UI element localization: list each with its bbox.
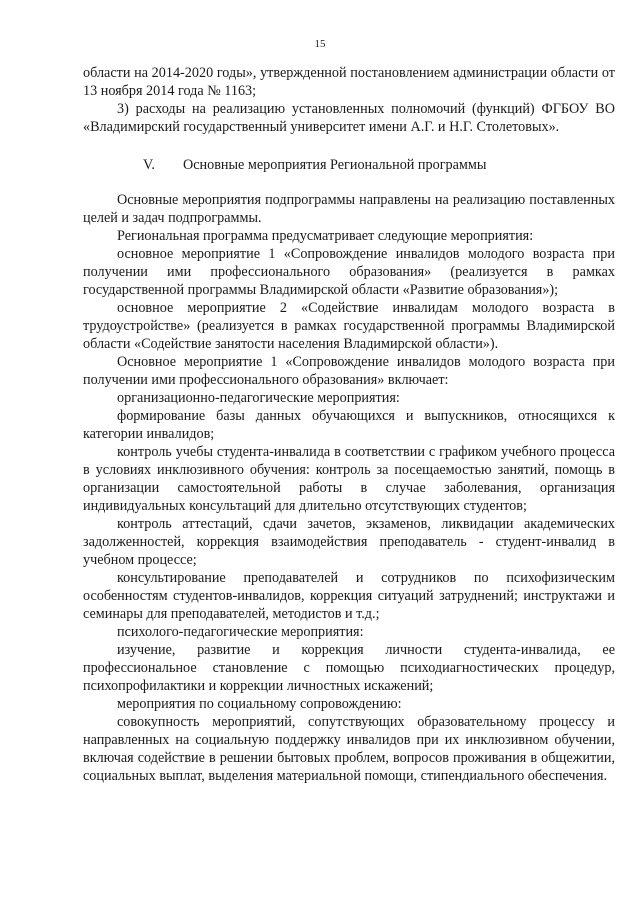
paragraph: Региональная программа предусматривает следующие мероприятия:: [117, 228, 534, 244]
paragraph: организационно-педагогические мероприятия:: [117, 390, 400, 406]
paragraph: совокупность мероприятий, сопутствующих образовательному процессу и направленных на социальную поддержку инвалидов при их инклюзивном обучении, включая содействие в решении бытовых проблем, вопросов проживания в общежитии, социальных выплат, выделения материальной помощи, стипендиального обеспечения.: [83, 714, 615, 784]
paragraph: основное мероприятие 1 «Сопровождение инвалидов молодого возраста при получении ими профессионального образования» (реализуется в рамках государственной программы Владимирской области «Развитие образования»);: [83, 246, 615, 298]
paragraph: психолого-педагогические мероприятия:: [117, 624, 364, 640]
page-number: 15: [314, 38, 326, 50]
paragraph: контроль учебы студента-инвалида в соответствии с графиком учебного процесса в условиях инклюзивного обучения: контроль за посещаемостью занятий, помощь в организации самостоятельной работы в случае заболевания, организация индивидуальных консультаций для длительно отсутствующих студентов;: [83, 444, 615, 514]
section-title: Основные мероприятия Региональной программы: [183, 157, 487, 173]
paragraph: консультирование преподавателей и сотрудников по психофизическим особенностям студентов-инвалидов, коррекция ситуаций затруднений; инструктажи и семинары для преподавателей, методистов и т.д.;: [83, 570, 615, 622]
section-number: V.: [143, 157, 155, 173]
paragraph: формирование базы данных обучающихся и выпускников, относящихся к категории инвалидов;: [83, 408, 615, 442]
paragraph: контроль аттестаций, сдачи зачетов, экзаменов, ликвидации академических задолженностей, коррекция взаимодействия преподаватель - студент-инвалид в учебном процессе;: [83, 516, 615, 568]
paragraph: Основные мероприятия подпрограммы направлены на реализацию поставленных целей и задач подпрограммы.: [83, 192, 615, 226]
paragraph: основное мероприятие 2 «Содействие инвалидам молодого возраста в трудоустройстве» (реализуется в рамках государственной программы Владимирской области «Содействие занятости населения Владимирской области»).: [83, 300, 615, 352]
paragraph: мероприятия по социальному сопровождению:: [117, 696, 402, 712]
paragraph-continuation: области на 2014-2020 годы», утвержденной постановлением администрации области от 13 ноября 2014 года № 1163;: [83, 65, 615, 99]
paragraph: изучение, развитие и коррекция личности студента-инвалида, ее профессиональное становление с помощью психодиагностических процедур, психопрофилактики и коррекции личностных искажений;: [83, 642, 615, 694]
paragraph: Основное мероприятие 1 «Сопровождение инвалидов молодого возраста при получении ими профессионального образования» включает:: [83, 354, 615, 388]
section-heading: [83, 156, 615, 174]
document-body: [83, 64, 615, 785]
paragraph-expenses: 3) расходы на реализацию установленных полномочий (функций) ФГБОУ ВО «Владимирский государственный университет имени А.Г. и Н.Г. Столетовых».: [83, 101, 615, 135]
